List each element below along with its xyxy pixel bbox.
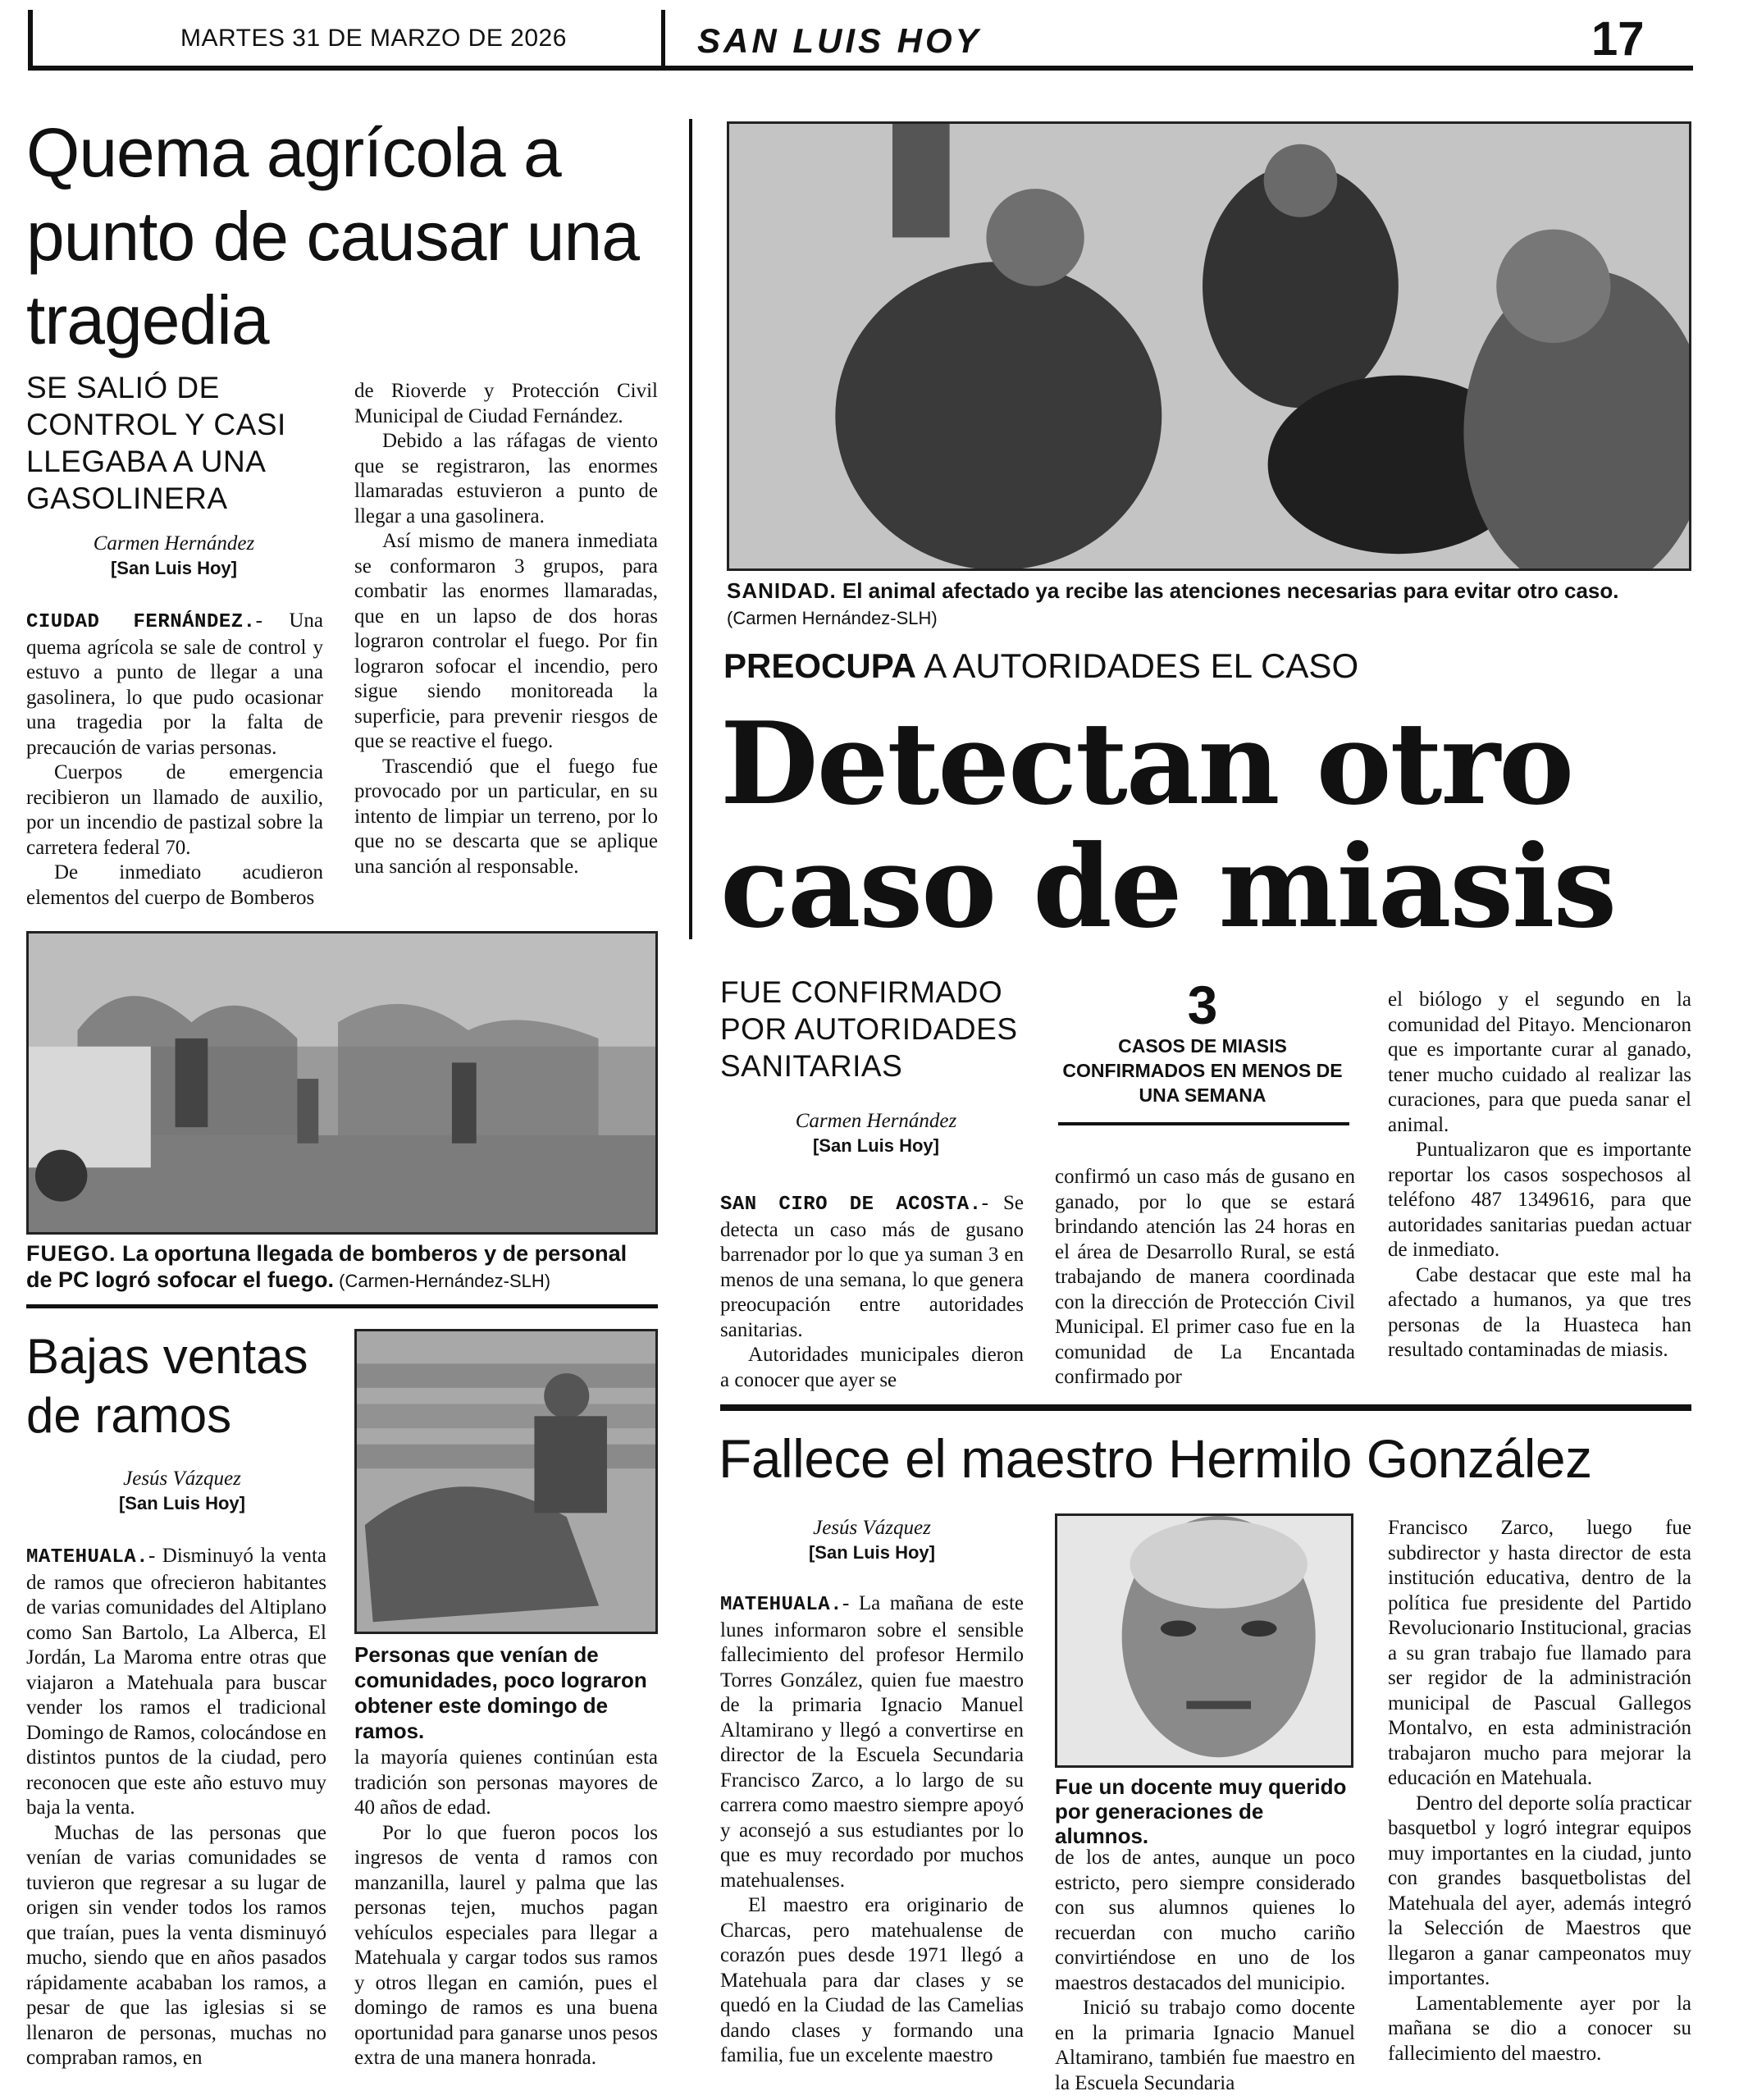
miasis-col3-p2: Puntualizaron que es importante reportar los casos sospechosos al teléfono 487 1349616, para que autoridades sanitarias puedan actuar de inmediato. <box>1388 1139 1691 1261</box>
fire-caption-credit: (Carmen-Hernández-SLH) <box>334 1271 551 1291</box>
ramos-caption: Personas que venían de comunidades, poco lograron obtener este domingo de ramos. <box>354 1642 647 1743</box>
page-number: 17 <box>1591 12 1645 66</box>
ramos-col1-p2: Muchas de las personas que venían de varias comunidades se tuvieron que regresar a su lugar de origen sin vender todos los ramos que traían, pues la venta disminuyó mucho, siendo que en años pasados rápidamente acababan los ramos, a pesar de que las iglesias si se llenaron de personas, muchas no compraban ramos, en <box>26 1821 326 2069</box>
quema-bottom-rule <box>26 1304 658 1308</box>
maestro-column-1 <box>720 1591 1024 2069</box>
fact-box-rule <box>1058 1122 1349 1125</box>
quema-col1-p1: CIUDAD FERNÁNDEZ.- Una quema agrícola se sale de control y estuvo a punto de llegar a una gasolinera, lo que pudo ocasionar una tragedia por la falta de precaución de varias personas. <box>26 609 323 759</box>
ramos-col1-p1: MATEHUALA.- Disminuyó la venta de ramos que ofrecieron habitantes de varias comunidades del Altiplano como San Bartolo, La Alberca, El Jordán, La Maroma entre otras que viajaron a Matehuala para buscar vender los ramos el tradicional Domingo de Ramos, colocándose en distintos puntos de la ciudad, pero reconocen que este año estuvo muy baja la venta. <box>26 1545 326 1819</box>
fact-text: CASOS DE MIASIS CONFIRMADOS EN MENOS DE UNA SEMANA <box>1062 1035 1343 1106</box>
ramos-headline: Bajas ventas de ramos <box>26 1329 308 1443</box>
ramos-column-1 <box>26 1544 326 2071</box>
ramos-col2-p2: Por lo que fueron pocos los ingresos de venta d ramos con manzanilla, laurel y palma que las personas tejen, muchos pagan vehículos especiales para llegar a Matehuala y cargar todos sus ramos y otros llegan en camión, pues el domingo de ramos es una buena oportunidad para ganarse unos pesos extra de una manera honrada. <box>354 1821 658 2069</box>
issue-date: MARTES 31 DE MARZO DE 2026 <box>180 25 567 52</box>
quema-dateline: CIUDAD FERNÁNDEZ. <box>26 611 256 633</box>
quema-kicker: SE SALIÓ DE CONTROL Y CASI LLEGABA A UNA GASOLINERA <box>26 371 286 515</box>
masthead-mid-rule <box>661 10 665 69</box>
sanidad-photo <box>727 121 1691 571</box>
ramos-dateline: MATEHUALA. <box>26 1546 149 1568</box>
quema-author: Carmen Hernández <box>93 532 255 555</box>
miasis-org: [San Luis Hoy] <box>812 1135 939 1156</box>
miasis-byline <box>720 1109 1032 1158</box>
miasis-kicker: FUE CONFIRMADO POR AUTORIDADES SANITARIAS <box>720 975 1018 1083</box>
maestro-col1-p2: El maestro era originario de Charcas, pero matehualense de corazón pues desde 1971 llegó a Matehuala para dar clases y se quedó en la Ciudad de las Camelias dando clases y formando una familia, fue un excelente maestro <box>720 1894 1024 2066</box>
miasis-dateline: SAN CIRO DE ACOSTA. <box>720 1194 982 1216</box>
miasis-col3-p1: el biólogo y el segundo en la comunidad del Pitayo. Mencionaron que es importante curar al ganado, tener mucho cuidado al realizar las curaciones, para que pueda sanar el animal. <box>1388 988 1691 1136</box>
maestro-col2-p2: Inició su trabajo como docente en la primaria Ignacio Manuel Altamirano, también fue maestro en la Escuela Secundaria <box>1055 1997 1355 2094</box>
ramos-org: [San Luis Hoy] <box>118 1493 245 1513</box>
quema-col2-p1: de Rioverde y Protección Civil Municipal de Ciudad Fernández. <box>354 380 658 427</box>
quema-col1-p2: Cuerpos de emergencia recibieron un llamado de auxilio, por un incendio de pastizal sobre la carretera federal 70. <box>26 761 323 859</box>
sanidad-caption-credit: (Carmen Hernández-SLH) <box>727 608 938 628</box>
maestro-portrait <box>1055 1513 1353 1768</box>
fire-photo <box>26 931 658 1235</box>
maestro-org: [San Luis Hoy] <box>808 1542 935 1563</box>
miasis-pre-rest: A AUTORIDADES EL CASO <box>915 646 1359 685</box>
ramos-col2-p1: la mayoría quienes continúan esta tradición son personas mayores de 40 años de edad. <box>354 1746 658 1819</box>
quema-col2-p3: Así mismo de manera inmediata se conformaron 3 grupos, para combatir las enormes llamaradas, que en un lapso de dos horas lograron controlar el fuego. Por fin lograron sofocar el incendio, pero sigue siendo monitoreada la superficie, para prevenir riesgos de que se reactive el fuego. <box>354 530 658 752</box>
quema-org: [San Luis Hoy] <box>110 558 237 578</box>
quema-column-2 <box>354 379 658 879</box>
maestro-column-3 <box>1388 1516 1691 2066</box>
maestro-col3-p3: Lamentablemente ayer por la mañana se dio a conocer su fallecimiento del maestro. <box>1388 1992 1691 2065</box>
quema-byline <box>26 532 322 581</box>
maestro-col2-p1: de los de antes, aunque un poco estricto, pero siempre considerado con sus alumnos quienes lo recuerdan con mucho cariño convirtiéndose en uno de los maestros destacados del municipio. <box>1055 1847 1355 1994</box>
miasis-col1-p1: SAN CIRO DE ACOSTA.- Se detecta un caso más de gusano barrenador por lo que ya suman 3 en menos de una semana, lo que genera preocupación entre autoridades sanitarias. <box>720 1192 1024 1341</box>
miasis-col2-p1: confirmó un caso más de gusano en ganado, por lo que se estará brindando atención las 24 horas en el área de Desarrollo Rural, se está trabajando de manera coordinada con la dirección de Protección Civil Municipal. El primer caso fue en la comunidad de La Encantada confirmado por <box>1055 1166 1355 1388</box>
maestro-column-2 <box>1055 1846 1355 2096</box>
sanidad-caption: SANIDAD. El animal afectado ya recibe las atenciones necesarias para evitar otro caso. (Carmen Hernández-SLH) <box>727 578 1619 628</box>
miasis-headline <box>720 696 1696 953</box>
quema-col2-p2: Debido a las ráfagas de viento que se registraron, las enormes llamaradas estuvieron a punto de llegar a una gasolinera. <box>354 430 658 527</box>
fire-caption: FUEGO. La oportuna llegada de bomberos y de personal de PC logró sofocar el fuego. (Carmen-Hernández-SLH) <box>26 1241 628 1292</box>
ramos-photo <box>354 1329 658 1634</box>
fact-number: 3 <box>1187 975 1218 1035</box>
miasis-headline-line1: Detectan otro <box>720 696 1573 830</box>
miasis-column-2 <box>1055 1165 1355 1390</box>
maestro-caption: Fue un docente muy querido por generaciones de alumnos. <box>1055 1774 1347 1848</box>
maestro-col3-p2: Dentro del deporte solía practicar basquetbol y logró integrar equipos muy importantes en la ciudad, junto con grandes basquetbolistas del Matehuala del ayer, además integró la Selección de Maestros que llegaron a ganar campeonatos muy importantes. <box>1388 1792 1691 1989</box>
maestro-col1-p1: MATEHUALA.- La mañana de este lunes informaron sobre el sensible fallecimiento del profesor Hermilo Torres González, quien fue maestro de la primaria Ignacio Manuel Altamirano y llegó a convertirse en director de la Escuela Secundaria Francisco Zarco, a lo largo de su carrera como maestro siempre apoyó y aconsejó a sus estudiantes por lo que es muy recordado por muchos matehualenses. <box>720 1592 1024 1892</box>
miasis-col3-p3: Cabe destacar que este mal ha afectado a humanos, ya que tres personas de la Huasteca han resultado contaminadas de miasis. <box>1388 1263 1691 1361</box>
miasis-pre-headline <box>723 644 1691 688</box>
fire-caption-label: FUEGO. <box>26 1241 116 1266</box>
newspaper-name: SAN LUIS HOY <box>697 21 982 60</box>
maestro-dateline: MATEHUALA. <box>720 1594 843 1616</box>
ramos-author: Jesús Vázquez <box>123 1468 241 1490</box>
fact-box <box>1055 976 1350 1107</box>
miasis-author: Carmen Hernández <box>795 1110 957 1132</box>
masthead-left-rule <box>28 10 33 69</box>
miasis-column-1 <box>720 1191 1024 1393</box>
ramos-column-2 <box>354 1746 658 2071</box>
quema-column-1 <box>26 609 323 911</box>
quema-col1-p3: De inmediato acudieron elementos del cuerpo de Bomberos <box>26 861 323 909</box>
miasis-headline-line2: caso de miasis <box>720 819 1616 953</box>
miasis-pre-bold: PREOCUPA <box>723 646 916 685</box>
quema-col2-p4: Trascendió que el fuego fue provocado por un particular, en su intento de limpiar un terreno, por lo que no se descarta que se aplique una sanción al responsable. <box>354 755 658 878</box>
ramos-byline <box>26 1467 338 1516</box>
section-rule <box>689 119 692 939</box>
masthead-bottom-rule <box>28 66 1693 71</box>
sanidad-caption-label: SANIDAD. <box>727 578 837 603</box>
miasis-col1-p2: Autoridades municipales dieron a conocer que ayer se <box>720 1344 1024 1391</box>
maestro-col3-p1: Francisco Zarco, luego fue subdirector y hasta director de esta institución educativa, dentro de la política fue presidente del Partido Revolucionario Institucional, gracias a su gran trabajo fue llamado para ser regidor de la administración municipal de Pascual Gallegos Montalvo, en esta administración trabajaron mucho para mejorar la educación en Matehuala. <box>1388 1517 1691 1789</box>
maestro-author: Jesús Vázquez <box>813 1517 931 1539</box>
maestro-headline: Fallece el maestro Hermilo González <box>719 1428 1592 1489</box>
maestro-byline <box>720 1516 1024 1565</box>
miasis-column-3 <box>1388 988 1691 1363</box>
maestro-top-rule <box>720 1404 1691 1411</box>
quema-headline: Quema agrícola a punto de causar una tragedia <box>26 114 639 358</box>
